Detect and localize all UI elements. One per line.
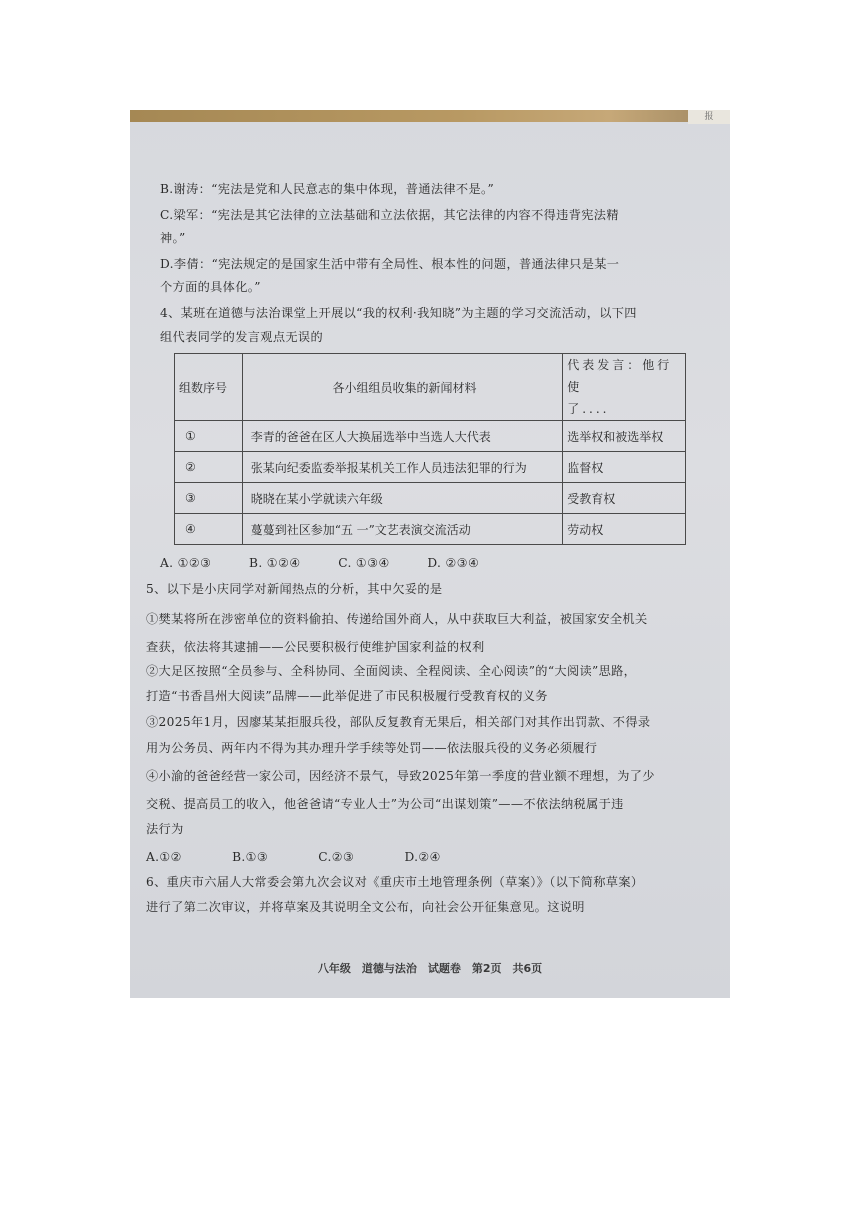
question-5-item-2: ②大足区按照“全员参与、全科协同、全面阅读、全程阅读、全心阅读”的“大阅读”思路， bbox=[146, 664, 637, 678]
question-5-item-4-cont: 交税、提高员工的收入，他爸爸请“专业人士”为公司“出谋划策”——不依法纳税属于违 bbox=[146, 797, 624, 811]
option-c-line-cont: 神。” bbox=[160, 231, 186, 245]
question-5-item-4: ④小渝的爸爸经营一家公司，因经济不景气，导致2025年第一季度的营业额不理想，为了少 bbox=[146, 769, 655, 783]
option-d-line-cont: 个方面的具体化。” bbox=[160, 280, 261, 294]
header-news-material: 各小组组员收集的新闻材料 bbox=[242, 354, 562, 421]
question-5-item-3-cont: 用为公务员、两年内不得为其办理升学手续等处罚——依法服兵役的义务必须履行 bbox=[146, 741, 598, 755]
question-4-table bbox=[174, 353, 686, 545]
header-representative bbox=[563, 354, 686, 421]
option-d-line: D.李倩：“宪法规定的是国家生活中带有全局性、根本性的问题，普通法律只是某一 bbox=[160, 257, 620, 271]
table-row bbox=[175, 452, 686, 483]
row-right: 选举权和被选举权 bbox=[563, 421, 686, 452]
row-no: ① bbox=[175, 421, 243, 452]
exam-page-photo bbox=[130, 110, 730, 998]
option-c-line: C.梁军：“宪法是其它法律的立法基础和立法依据，其它法律的内容不得违背宪法精 bbox=[160, 208, 619, 222]
row-right: 劳动权 bbox=[563, 514, 686, 545]
header-rep-line2: 了.... bbox=[567, 402, 610, 416]
row-material: 张某向纪委监委举报某机关工作人员违法犯罪的行为 bbox=[242, 452, 562, 483]
table-row bbox=[175, 514, 686, 545]
question-4-stem-cont: 组代表同学的发言观点无误的 bbox=[160, 330, 323, 344]
desk-edge bbox=[130, 110, 730, 122]
question-6-stem-cont: 进行了第二次审议，并将草案及其说明全文公布，向社会公开征集意见。这说明 bbox=[146, 900, 585, 914]
header-rep-line1: 代表发言：他行使 bbox=[567, 358, 673, 394]
option-b-line: B.谢涛：“宪法是党和人民意志的集中体现，普通法律不是。” bbox=[160, 182, 495, 196]
corner-mark: 报 bbox=[688, 110, 730, 124]
row-material: 蔓蔓到社区参加“五 一”文艺表演交流活动 bbox=[242, 514, 562, 545]
question-5-item-3: ③2025年1月，因廖某某拒服兵役，部队反复教育无果后，相关部门对其作出罚款、不得录 bbox=[146, 715, 651, 729]
question-4-options: A. ①②③ B. ①②④ C. ①③④ D. ②③④ bbox=[160, 556, 480, 570]
question-5-stem: 5、以下是小庆同学对新闻热点的分析，其中欠妥的是 bbox=[146, 582, 443, 596]
page-footer: 八年级 道德与法治 试题卷 第2页 共6页 bbox=[317, 962, 543, 975]
question-5-item-2-cont: 打造“书香昌州大阅读”品牌——此举促进了市民积极履行受教育权的义务 bbox=[146, 689, 548, 703]
question-4-stem: 4、某班在道德与法治课堂上开展以“我的权利·我知晓”为主题的学习交流活动，以下四 bbox=[160, 306, 637, 320]
question-5-item-4-end: 法行为 bbox=[146, 822, 184, 836]
row-material: 李青的爸爸在区人大换届选举中当选人大代表 bbox=[242, 421, 562, 452]
row-no: ② bbox=[175, 452, 243, 483]
question-5-options: A.①② B.①③ C.②③ D.②④ bbox=[146, 850, 441, 864]
table-header-row bbox=[175, 354, 686, 421]
row-right: 受教育权 bbox=[563, 483, 686, 514]
row-no: ④ bbox=[175, 514, 243, 545]
row-material: 晓晓在某小学就读六年级 bbox=[242, 483, 562, 514]
row-right: 监督权 bbox=[563, 452, 686, 483]
question-5-item-1-cont: 查获，依法将其逮捕——公民要积极行使维护国家利益的权利 bbox=[146, 640, 485, 654]
row-no: ③ bbox=[175, 483, 243, 514]
question-5-item-1: ①樊某将所在涉密单位的资料偷拍、传递给国外商人，从中获取巨大利益，被国家安全机关 bbox=[146, 612, 648, 626]
header-group-no: 组数序号 bbox=[175, 354, 243, 421]
table-row bbox=[175, 483, 686, 514]
question-6-stem: 6、重庆市六届人大常委会第九次会议对《重庆市土地管理条例（草案）》（以下简称草案） bbox=[146, 875, 644, 889]
table-row bbox=[175, 421, 686, 452]
